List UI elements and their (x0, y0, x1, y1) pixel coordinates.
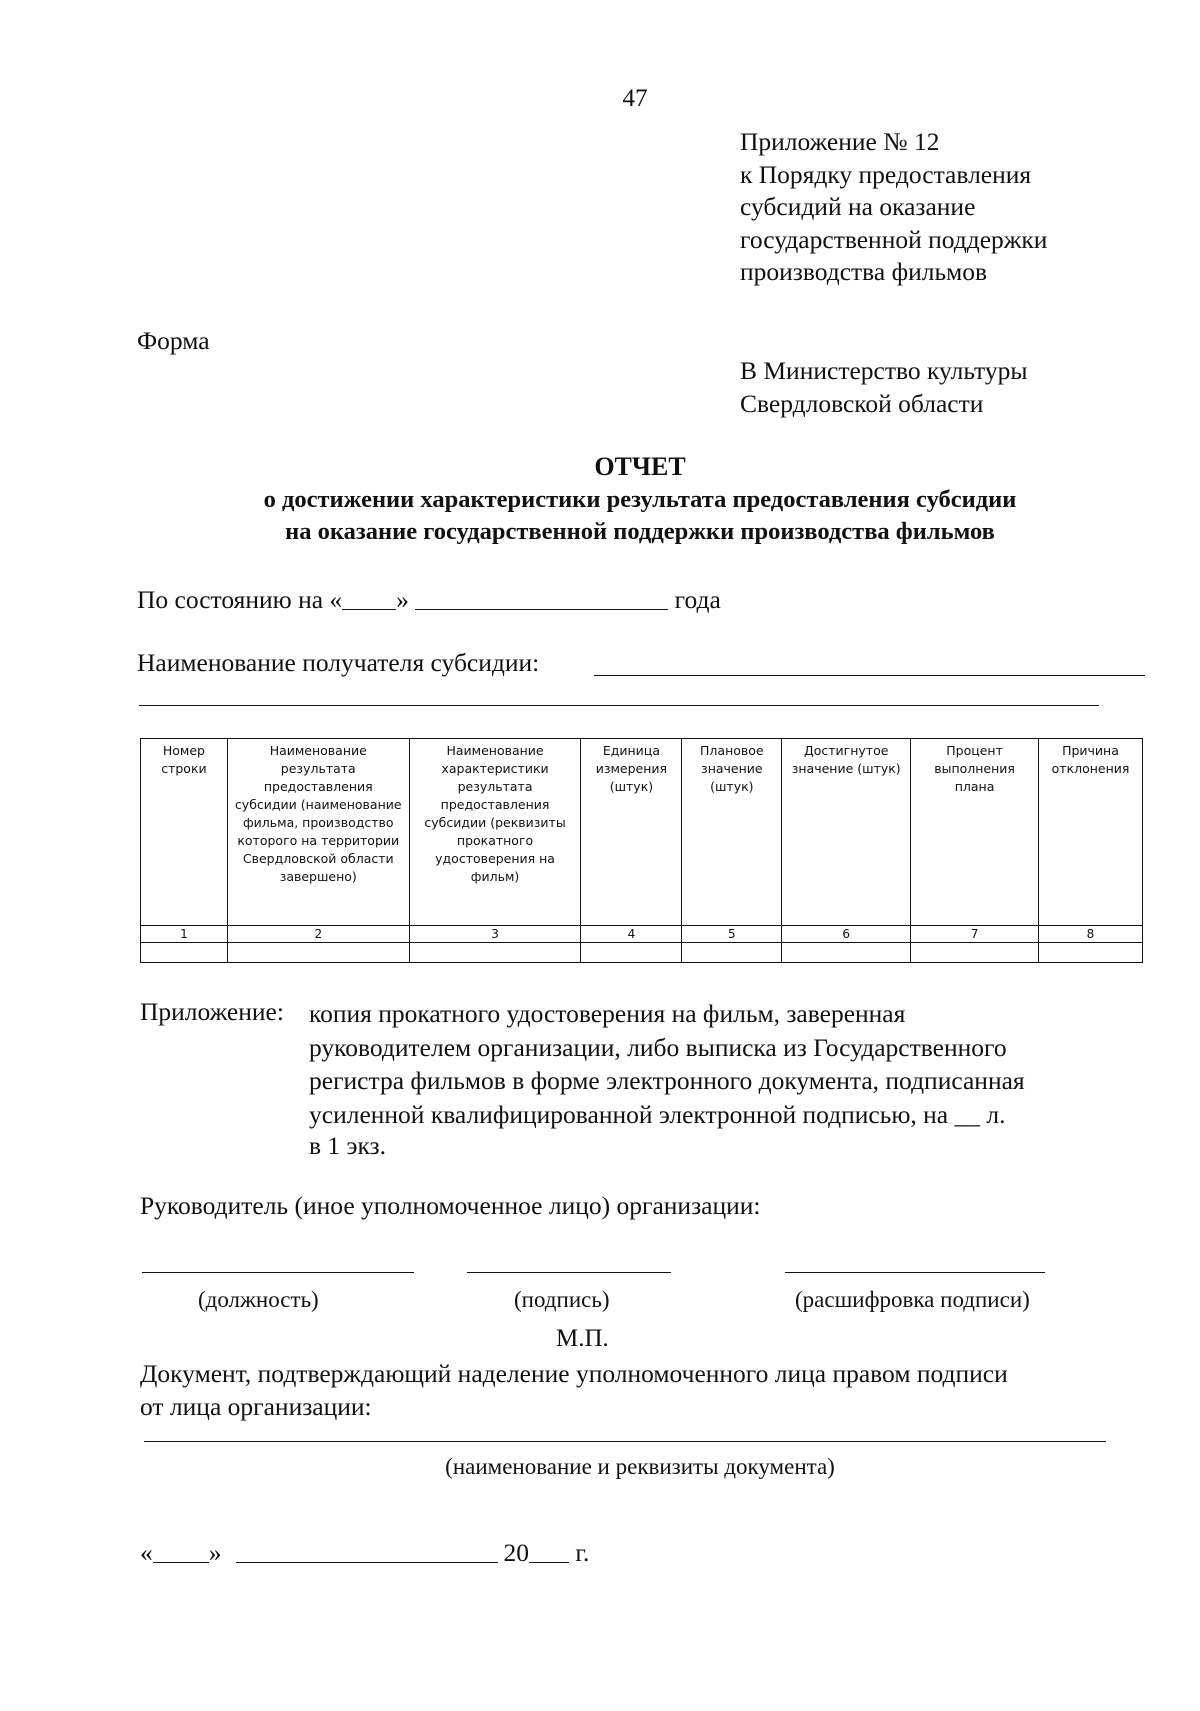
annex-line: Приложение № 12 (740, 127, 940, 156)
attachment-line: усиленной квалифицированной электронной подписью, на __ л. (309, 1099, 1006, 1129)
date-open-quote: « (140, 1538, 153, 1567)
as-of-date-line (137, 585, 721, 615)
column-header: Номер строки (141, 739, 228, 926)
column-number: 3 (409, 926, 581, 943)
column-header: Единица измерения (штук) (581, 739, 682, 926)
authority-document-line: Документ, подтверждающий наделение уполномоченного лица правом подписи (140, 1359, 1008, 1388)
signature-blank[interactable] (467, 1272, 671, 1273)
document-title: ОТЧЕТ (594, 452, 686, 481)
attachment-label: Приложение: (140, 997, 284, 1026)
column-number: 5 (682, 926, 782, 943)
position-blank[interactable] (142, 1272, 414, 1273)
table-cell[interactable] (782, 943, 911, 963)
attachment-text (309, 997, 1169, 1131)
column-number: 1 (141, 926, 228, 943)
date-close-quote: » (208, 1538, 222, 1567)
column-header: Причина отклонения (1039, 739, 1143, 926)
attachment-line: регистра фильмов в форме электронного документа, подписанная (309, 1066, 1025, 1095)
authority-document-label (140, 1357, 1190, 1423)
stamp-place: М.П. (556, 1325, 609, 1352)
report-table (140, 738, 1143, 963)
recipient-label: Наименование получателя субсидии: (137, 648, 540, 677)
attachment-copies: в 1 экз. (309, 1131, 386, 1160)
decoding-caption: (расшифровка подписи) (795, 1287, 1030, 1312)
annex-line: производства фильмов (740, 257, 988, 286)
position-caption: (должность) (198, 1287, 319, 1312)
recipient-blank[interactable] (594, 675, 1145, 676)
table-header-row (141, 739, 1143, 926)
recipient-line (137, 648, 539, 678)
column-number: 7 (911, 926, 1039, 943)
column-number: 4 (581, 926, 682, 943)
attachment-line: копия прокатного удостоверения на фильм, заверенная (309, 999, 906, 1028)
document-subtitle: на оказание государственной поддержки производства фильмов (285, 518, 995, 545)
table-cell[interactable] (141, 943, 228, 963)
authority-document-blank[interactable] (144, 1441, 1106, 1442)
page-number: 47 (622, 85, 648, 112)
attachment-line: руководителем организации, либо выписка из Государственного (309, 1032, 1007, 1062)
authority-document-caption: (наименование и реквизиты документа) (445, 1454, 835, 1479)
as-of-month-blank[interactable] (415, 587, 668, 610)
head-label: Руководитель (иное уполномоченное лицо) организации: (140, 1191, 761, 1220)
addressee-line: Свердловской области (740, 388, 984, 418)
as-of-suffix: года (668, 585, 721, 614)
as-of-prefix: По состоянию на « (137, 585, 343, 614)
date-day-blank[interactable] (153, 1540, 209, 1563)
column-header: Процент выполнения плана (911, 739, 1039, 926)
column-number: 8 (1039, 926, 1143, 943)
table-cell[interactable] (227, 943, 409, 963)
authority-document-line: от лица организации: (140, 1392, 372, 1421)
column-header: Достигнутое значение (штук) (782, 739, 911, 926)
column-header: Наименование результата предоставления субсидии (наименование фильма, производство которого на территории Свердловской области завершено) (227, 739, 409, 926)
table-cell[interactable] (911, 943, 1039, 963)
date-year-suffix: г. (569, 1538, 590, 1567)
signature-caption: (подпись) (514, 1287, 610, 1312)
decoding-blank[interactable] (785, 1272, 1045, 1273)
date-line (140, 1538, 589, 1568)
column-header: Плановое значение (штук) (682, 739, 782, 926)
column-number: 2 (227, 926, 409, 943)
column-number: 6 (782, 926, 911, 943)
annex-line: субсидий на оказание (740, 192, 976, 221)
date-year-prefix: 20 (503, 1538, 529, 1567)
table-cell[interactable] (581, 943, 682, 963)
table-cell[interactable] (409, 943, 581, 963)
document-subtitle: о достижении характеристики результата предоставления субсидии (263, 486, 1017, 513)
annex-line: к Порядку предоставления (740, 159, 1032, 189)
date-year-blank[interactable] (529, 1540, 569, 1563)
column-header: Наименование характеристики результата предоставления субсидии (реквизиты прокатного удостоверения на фильм) (409, 739, 581, 926)
column-number-row (141, 926, 1143, 943)
recipient-blank-second[interactable] (139, 705, 1099, 706)
table-cell[interactable] (682, 943, 782, 963)
as-of-day-blank[interactable] (342, 587, 396, 610)
form-label: Форма (137, 326, 210, 355)
annex-block (740, 126, 1180, 289)
addressee-line: В Министерство культуры (740, 356, 1028, 385)
date-month-blank[interactable] (236, 1540, 498, 1563)
table-row (141, 943, 1143, 963)
addressee (740, 355, 1027, 420)
as-of-middle: » (396, 585, 416, 614)
table-cell[interactable] (1039, 943, 1143, 963)
annex-line: государственной поддержки (740, 224, 1048, 254)
